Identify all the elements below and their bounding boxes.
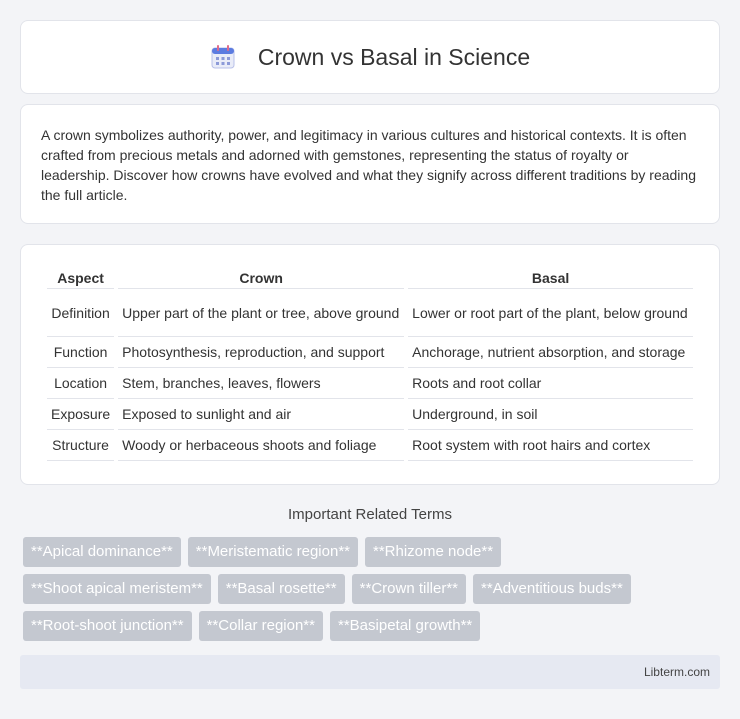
table-cell: Function — [47, 337, 114, 368]
table-cell: Structure — [47, 430, 114, 461]
table-cell: Woody or herbaceous shoots and foliage — [118, 430, 404, 461]
table-header-crown: Crown — [118, 265, 404, 289]
table-cell: Location — [47, 368, 114, 399]
table-cell: Exposed to sunlight and air — [118, 399, 404, 430]
footer — [20, 655, 720, 689]
comparison-table — [43, 265, 697, 461]
table-cell: Root system with root hairs and cortex — [408, 430, 693, 461]
table-cell: Stem, branches, leaves, flowers — [118, 368, 404, 399]
related-terms-tags — [23, 537, 723, 648]
calendar-icon — [210, 44, 236, 70]
table-row — [47, 430, 693, 461]
table-header-aspect: Aspect — [47, 265, 114, 289]
table-row — [47, 289, 693, 337]
tag-meristematic-region[interactable]: **Meristematic region** — [188, 537, 358, 567]
table-row — [47, 337, 693, 368]
table-row — [47, 399, 693, 430]
table-cell: Definition — [47, 289, 114, 337]
tag-shoot-apical-meristem[interactable]: **Shoot apical meristem** — [23, 574, 211, 604]
page-title: Crown vs Basal in Science — [257, 43, 531, 70]
tag-collar-region[interactable]: **Collar region** — [199, 611, 323, 641]
table-row — [47, 368, 693, 399]
tag-crown-tiller[interactable]: **Crown tiller** — [352, 574, 466, 604]
table-cell: Lower or root part of the plant, below ground — [408, 289, 693, 337]
header-card — [20, 20, 720, 94]
footer-site-link[interactable]: Libterm.com — [643, 665, 710, 679]
comparison-table-card — [20, 244, 720, 485]
tag-root-shoot-junction[interactable]: **Root-shoot junction** — [23, 611, 192, 641]
intro-text: A crown symbolizes authority, power, and legitimacy in various cultures and historical contexts. It is often crafted from precious metals and adorned with gemstones, representing the status of royalty or leadership. Discover how crowns have evolved and what they signify across different traditions by reading the full article. — [41, 127, 696, 203]
table-cell: Underground, in soil — [408, 399, 693, 430]
table-cell: Anchorage, nutrient absorption, and storage — [408, 337, 693, 368]
tag-adventitious-buds[interactable]: **Adventitious buds** — [473, 574, 631, 604]
tag-basipetal-growth[interactable]: **Basipetal growth** — [330, 611, 480, 641]
table-cell: Roots and root collar — [408, 368, 693, 399]
table-cell: Upper part of the plant or tree, above ground — [118, 289, 404, 337]
table-header-basal: Basal — [408, 265, 693, 289]
tag-rhizome-node[interactable]: **Rhizome node** — [365, 537, 501, 567]
tag-basal-rosette[interactable]: **Basal rosette** — [218, 574, 345, 604]
table-cell: Exposure — [47, 399, 114, 430]
tag-apical-dominance[interactable]: **Apical dominance** — [23, 537, 181, 567]
table-cell: Photosynthesis, reproduction, and support — [118, 337, 404, 368]
intro-card — [20, 104, 720, 224]
related-terms-title: Important Related Terms — [288, 506, 452, 523]
